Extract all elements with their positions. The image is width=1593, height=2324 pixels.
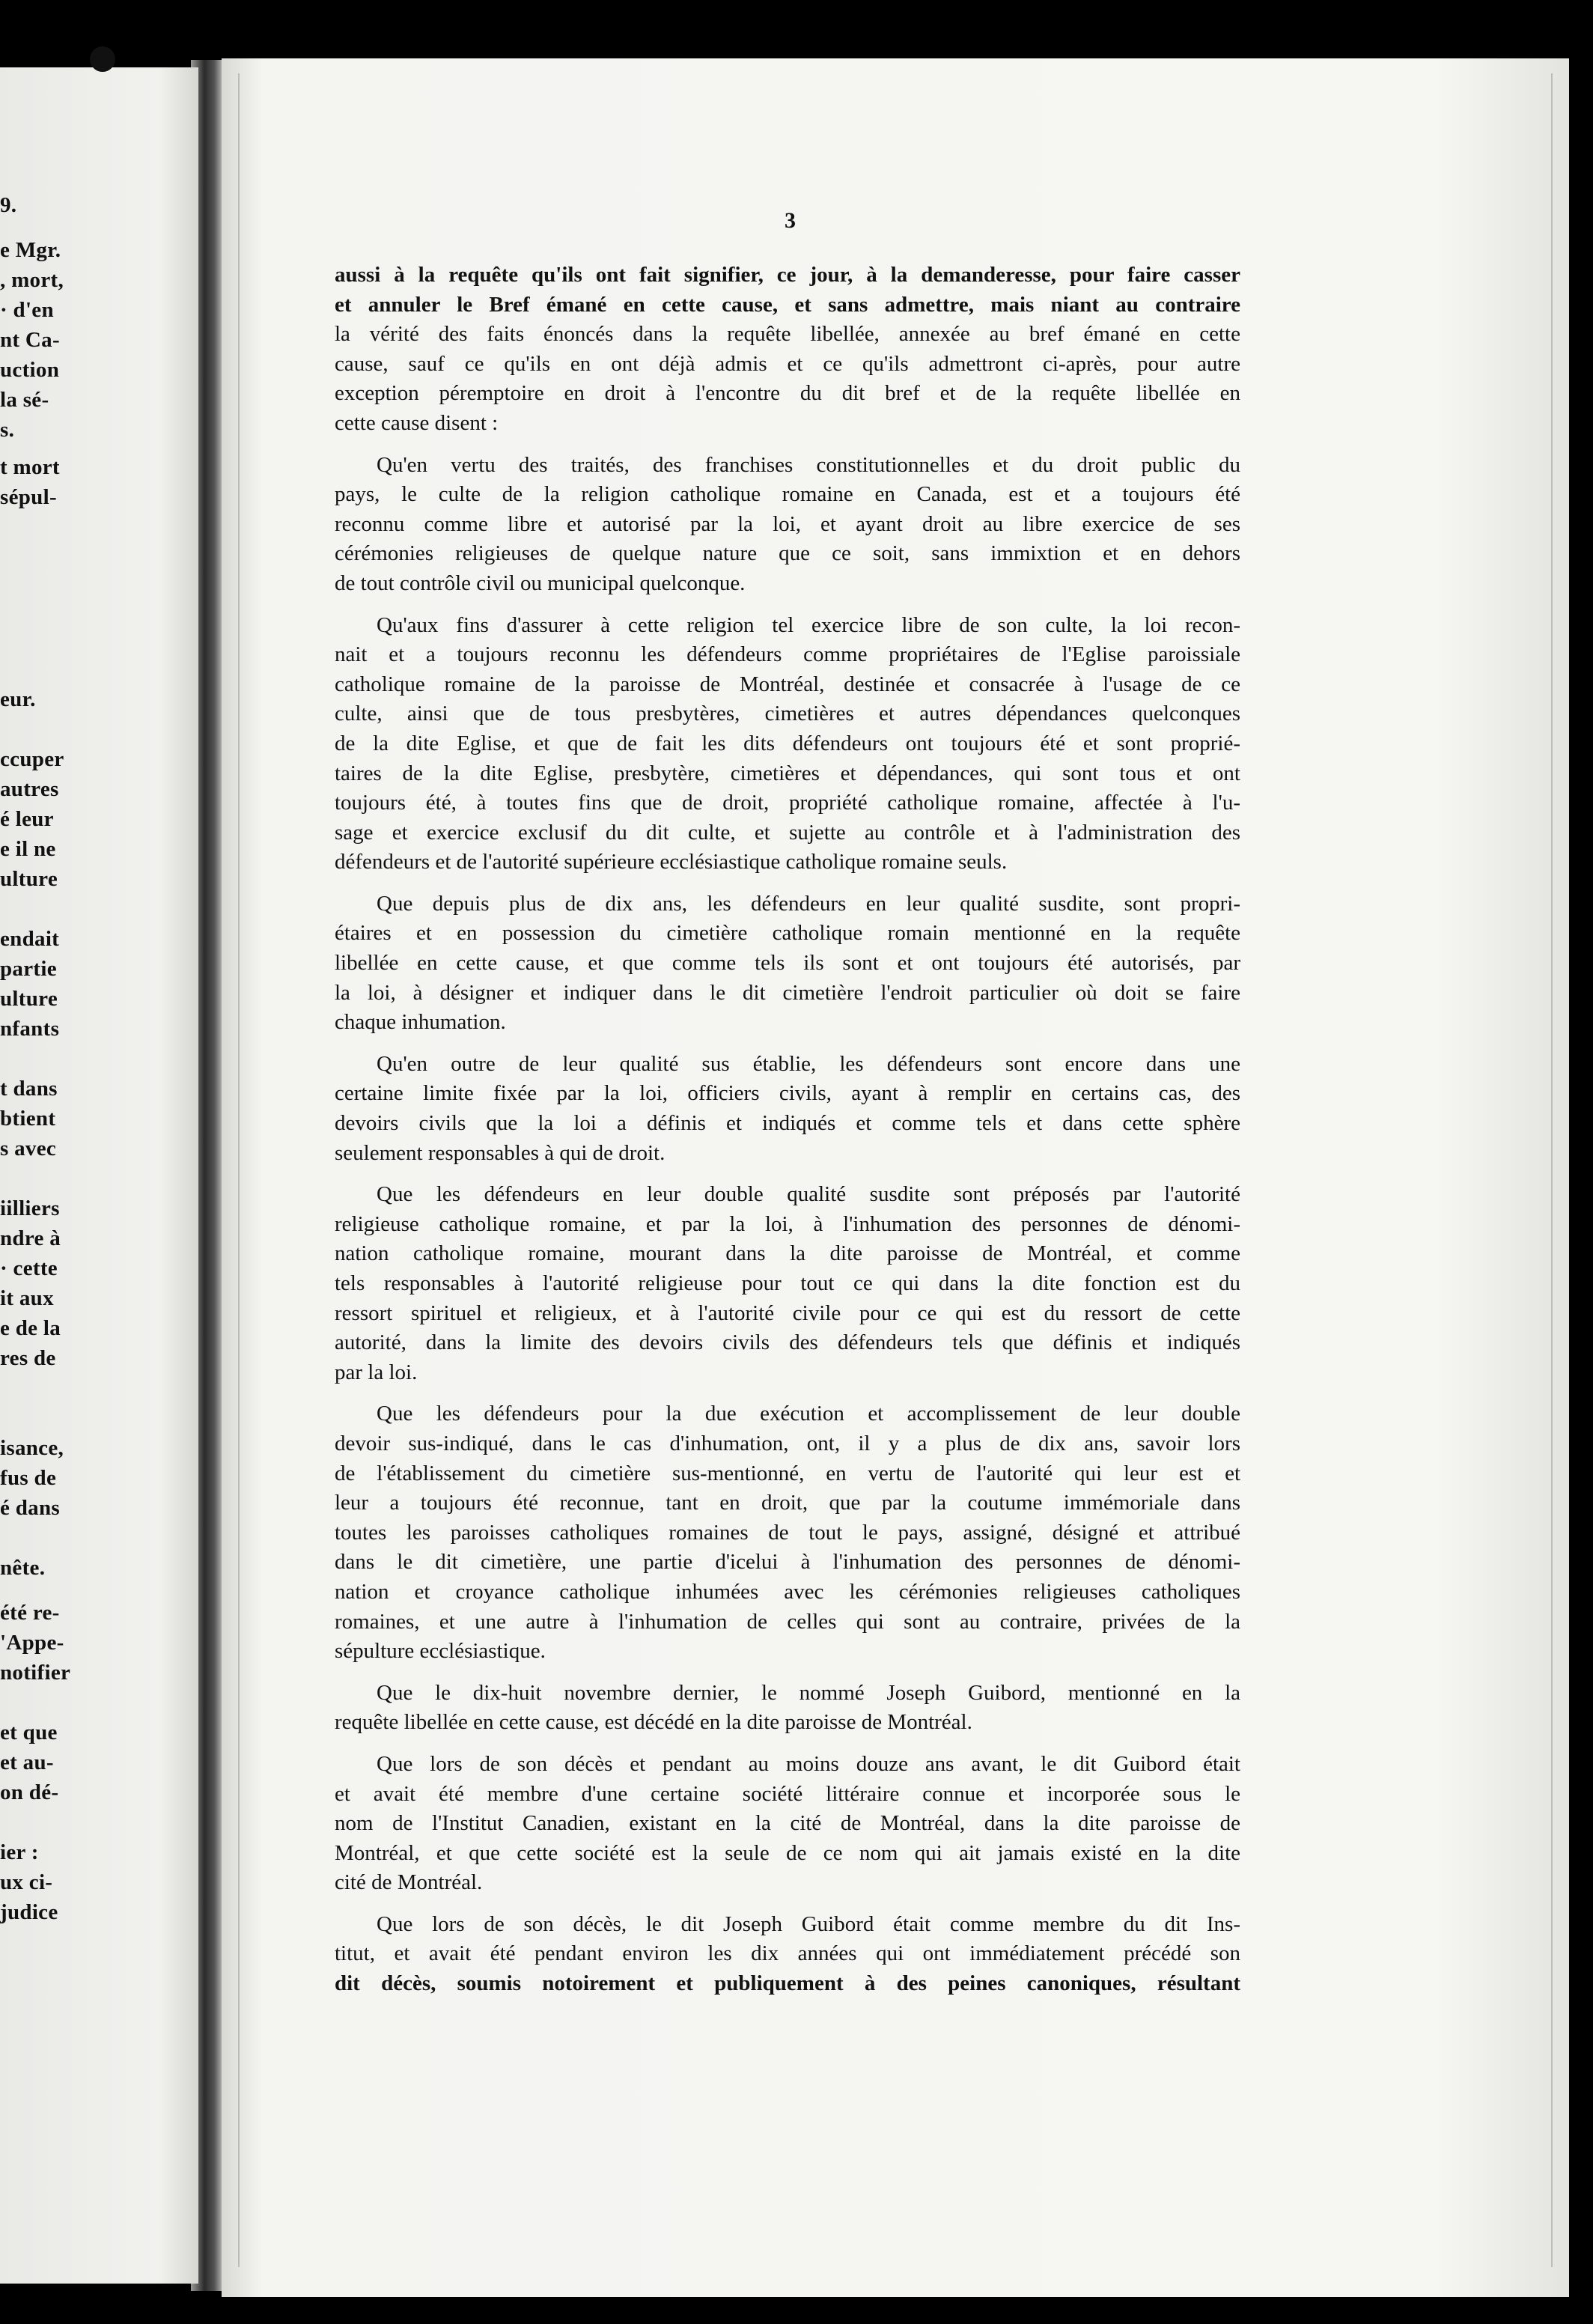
previous-page-line: eur. [0,687,36,711]
page-number: 3 [785,208,796,233]
previous-page-line: s avec [0,1137,57,1161]
text-line: aussi à la requête qu'ils ont fait signifier, ce jour, à la demanderesse, pour faire casser [335,263,1240,287]
previous-page-line: uction [0,358,60,382]
text-line: Que les défendeurs pour la due exécution et accomplissement de leur double [377,1402,1240,1426]
text-line: devoir sus-indiqué, dans le cas d'inhumation, ont, il y a plus de dix ans, savoir lors [335,1431,1240,1455]
previous-page-line: été re- [0,1601,60,1625]
text-line: nait et a toujours reconnu les défendeurs comme propriétaires de l'Eglise paroissiale [335,642,1240,667]
text-line: dit décès, soumis notoirement et publiquement à des peines canoniques, résultant [335,1971,1240,1996]
text-line: cité de Montréal. [335,1870,483,1895]
text-line: devoirs civils que la loi a définis et indiqués et comme tels et dans cette sphère [335,1111,1240,1136]
paragraph [335,1679,1240,1738]
text-line: par la loi. [335,1360,418,1384]
text-line: cette cause disent : [335,410,499,435]
text-line: titut, et avait été pendant environ les dix années qui ont immédiatement précédé son [335,1941,1240,1966]
previous-page-line: et que [0,1721,58,1744]
text-line: de l'établissement du cimetière sus-mentionné, en vertu de l'autorité qui leur est et [335,1461,1240,1485]
paragraph [335,1750,1240,1898]
paragraph [335,451,1240,599]
previous-page-line: s. [0,418,15,442]
previous-page-line: ulture [0,987,58,1011]
text-line: nom de l'Institut Canadien, existant en la cité de Montréal, dans la dite paroisse de [335,1811,1240,1836]
text-line: pays, le culte de la religion catholique romaine en Canada, est et a toujours été [335,482,1240,507]
text-line: romaines, et une autre à l'inhumation de celles qui sont au contraire, privées de la [335,1609,1240,1634]
text-line: catholique romaine de la paroisse de Montréal, destinée et consacrée à l'usage de ce [335,672,1240,696]
previous-page-line: · d'en [0,298,54,322]
previous-page-line: e Mgr. [0,238,61,262]
text-line: leur a toujours été reconnue, tant en droit, que par la coutume immémoriale dans [335,1491,1240,1515]
previous-page-line: , mort, [0,268,64,292]
previous-page-line: partie [0,957,57,981]
text-line: culte, ainsi que de tous presbytères, cimetières et autres dépendances quelconques [335,702,1240,726]
text-line: autorité, dans la limite des devoirs civils des défendeurs tels que définis et indiqués [335,1330,1240,1355]
paragraph [335,1050,1240,1168]
text-line: Qu'en vertu des traités, des franchises constitutionnelles et du droit public du [377,452,1240,477]
previous-page-line: et au- [0,1750,54,1774]
text-line: la vérité des faits énoncés dans la requête libellée, annexée au bref émané en cette [335,322,1240,347]
previous-page-line: é dans [0,1496,60,1520]
text-line: religieuse catholique romaine, et par la loi, à l'inhumation des personnes de dénomi- [335,1211,1240,1236]
text-line: Que depuis plus de dix ans, les défendeurs en leur qualité susdite, sont propri- [377,891,1240,916]
text-line: certaine limite fixée par la loi, officiers civils, ayant à remplir en certains cas, des [335,1081,1240,1106]
previous-page-line: t dans [0,1077,58,1101]
previous-page-line: nfants [0,1017,60,1041]
paragraph [335,1399,1240,1666]
text-line: dans le dit cimetière, une partie d'icelui à l'inhumation des personnes de dénomi- [335,1550,1240,1575]
text-line: requête libellée en cette cause, est décédé en la dite paroisse de Montréal. [335,1710,972,1735]
text-line: libellée en cette cause, et que comme tels ils sont et ont toujours été autorisés, par [335,951,1240,976]
previous-page-line: it aux [0,1286,54,1310]
previous-page-line: · cette [0,1256,58,1280]
text-line: de la dite Eglise, et que de fait les dits défendeurs ont toujours été et sont proprié- [335,731,1240,755]
text-line: chaque inhumation. [335,1010,506,1035]
document-page [222,58,1569,2297]
previous-page-line: judice [0,1900,58,1924]
paragraph [335,889,1240,1038]
previous-page-line: ulture [0,867,58,891]
text-line: cause, sauf ce qu'ils en ont déjà admis et ce qu'ils admettront ci-après, pour autre [335,351,1240,376]
text-line: nation et croyance catholique inhumées avec les cérémonies religieuses catholiques [335,1579,1240,1604]
text-line: nation catholique romaine, mourant dans la dite paroisse de Montréal, et comme [335,1241,1240,1266]
previous-page-line: ndre à [0,1226,61,1250]
previous-page-line: e il ne [0,837,56,861]
text-line: Montréal, et que cette société est la seule de ce nom qui ait jamais existé en la dite [335,1840,1240,1865]
text-line: toujours été, à toutes fins que de droit, propriété catholique romaine, affectée à l'u- [335,791,1240,815]
previous-page-line: autres [0,777,59,801]
previous-page-line: e de la [0,1316,61,1340]
text-line: Que lors de son décès et pendant au moins douze ans avant, le dit Guibord était [377,1751,1240,1776]
text-line: tels responsables à l'autorité religieuse pour tout ce qui dans la dite fonction est du [335,1271,1240,1295]
previous-page-line: btient [0,1107,56,1131]
text-line: Qu'aux fins d'assurer à cette religion tel exercice libre de son culte, la loi recon- [377,612,1240,637]
previous-page-line: ux ci- [0,1870,53,1894]
text-line: ressort spirituel et religieux, et à l'autorité civile pour ce qui est du ressort de cette [335,1301,1240,1325]
paragraph [335,261,1240,439]
previous-page-line: la sé- [0,388,49,412]
previous-page-line: sépul- [0,485,57,509]
text-line: étaires et en possession du cimetière catholique romain mentionné en la requête [335,921,1240,946]
previous-page-line: on dé- [0,1780,59,1804]
text-line: Que lors de son décès, le dit Joseph Guibord était comme membre du dit Ins- [377,1911,1240,1936]
text-line: seulement responsables à qui de droit. [335,1140,665,1165]
previous-page-line: ier : [0,1840,39,1864]
previous-page-line: endait [0,927,60,951]
text-line: exception péremptoire en droit à l'encontre du dit bref et de la requête libellée en [335,381,1240,406]
binding-hole [90,46,115,72]
previous-page-line: nête. [0,1556,46,1580]
paragraph [335,1910,1240,1999]
paragraph [335,1180,1240,1387]
previous-page-line: fus de [0,1466,57,1490]
previous-page-line: notifier [0,1661,71,1685]
paragraph [335,611,1240,877]
previous-page-line: res de [0,1346,56,1370]
text-line: sépulture ecclésiastique. [335,1639,546,1664]
text-line: taires de la dite Eglise, presbytère, cimetières et dépendances, qui sont tous et ont [335,761,1240,785]
text-line: reconnu comme libre et autorisé par la loi, et ayant droit au libre exercice de ses [335,511,1240,536]
text-line: cérémonies religieuses de quelque nature que ce soit, sans immixtion et en dehors [335,541,1240,566]
previous-page-fragment [0,67,198,2284]
previous-page-line: é leur [0,807,54,831]
body-text [335,261,1240,2011]
page-edge-right [1551,73,1553,2267]
text-line: et annuler le Bref émané en cette cause, et sans admettre, mais niant au contraire [335,292,1240,317]
text-line: Que les défendeurs en leur double qualité susdite sont préposés par l'autorité [377,1182,1240,1207]
previous-page-line: 9. [0,193,17,217]
text-line: et avait été membre d'une certaine société littéraire connue et incorporée sous le [335,1781,1240,1806]
text-line: défendeurs et de l'autorité supérieure ecclésiastique catholique romaine seuls. [335,850,1008,874]
text-line: sage et exercice exclusif du dit culte, et sujette au contrôle et à l'administration des [335,820,1240,845]
text-line: la loi, à désigner et indiquer dans le dit cimetière l'endroit particulier où doit se faire [335,980,1240,1005]
page-edge-left [238,73,240,2267]
previous-page-line: isance, [0,1436,64,1460]
text-line: Que le dix-huit novembre dernier, le nommé Joseph Guibord, mentionné en la [377,1680,1240,1705]
text-line: Qu'en outre de leur qualité sus établie, les défendeurs sont encore dans une [377,1051,1240,1076]
previous-page-line: nt Ca- [0,328,60,352]
previous-page-line: t mort [0,455,60,479]
previous-page-line: ccuper [0,747,64,771]
text-line: toutes les paroisses catholiques romaines de tout le pays, assigné, désigné et attribué [335,1520,1240,1545]
text-line: de tout contrôle civil ou municipal quelconque. [335,571,746,595]
previous-page-line: iilliers [0,1196,60,1220]
previous-page-line: 'Appe- [0,1631,64,1655]
